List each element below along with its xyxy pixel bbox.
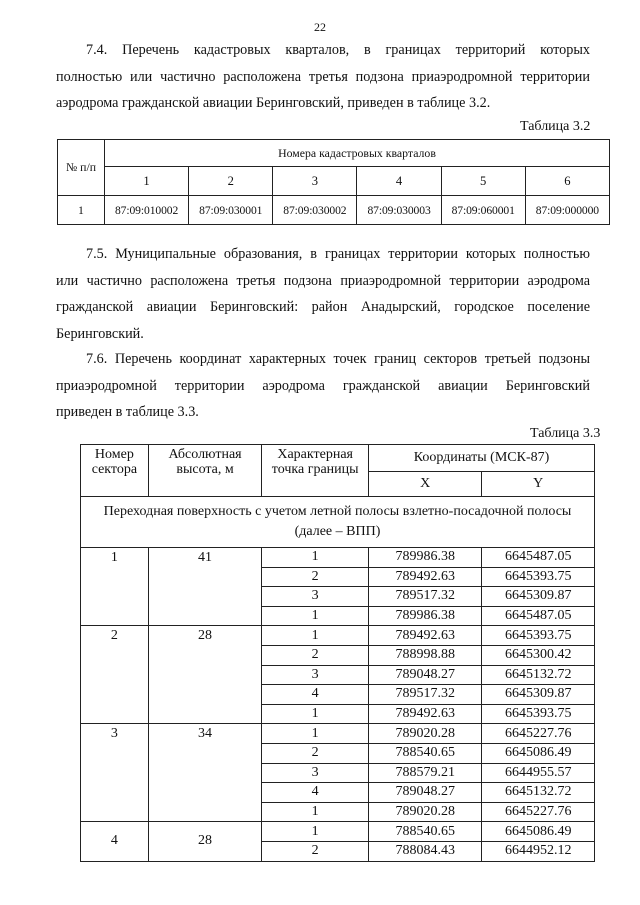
point-number: 2 bbox=[262, 743, 369, 763]
text-line: или частично расположена третья подзона приаэродромной территории аэродрома bbox=[56, 272, 590, 289]
sector-height: 41 bbox=[148, 548, 262, 626]
point-number: 4 bbox=[262, 685, 369, 705]
coord-y: 6644955.57 bbox=[482, 763, 595, 783]
column-header-y: Y bbox=[482, 472, 595, 497]
table-row bbox=[81, 724, 595, 744]
text-line: 7.6. Перечень координат характерных точек границ секторов третьей подзоны bbox=[86, 351, 590, 367]
table-row bbox=[81, 822, 595, 842]
column-header-sector: Номер сектора bbox=[81, 445, 149, 497]
coord-y: 6645309.87 bbox=[482, 685, 595, 705]
cadastral-table bbox=[57, 139, 610, 225]
point-number: 1 bbox=[262, 724, 369, 744]
coord-x: 788579.21 bbox=[369, 763, 482, 783]
coord-y: 6645393.75 bbox=[482, 567, 595, 587]
table-row bbox=[81, 626, 595, 646]
coord-y: 6645487.05 bbox=[482, 606, 595, 626]
coord-x: 788998.88 bbox=[369, 645, 482, 665]
sector-height: 28 bbox=[148, 822, 262, 861]
sector-height: 34 bbox=[148, 724, 262, 822]
coord-x: 789492.63 bbox=[369, 626, 482, 646]
coord-y: 6645227.76 bbox=[482, 802, 595, 822]
point-number: 1 bbox=[262, 606, 369, 626]
coordinates-table bbox=[80, 444, 595, 862]
cadastral-code: 87:09:060001 bbox=[441, 196, 525, 225]
column-number: 6 bbox=[525, 167, 609, 196]
paragraph-7-5 bbox=[56, 241, 590, 347]
coord-x: 789986.38 bbox=[369, 548, 482, 568]
sector-number: 4 bbox=[81, 822, 149, 861]
point-number: 2 bbox=[262, 841, 369, 861]
coord-x: 788540.65 bbox=[369, 822, 482, 842]
coord-y: 6645487.05 bbox=[482, 548, 595, 568]
text-line: полностью или частично расположена третья подзона приаэродромной территории bbox=[56, 68, 590, 85]
point-number: 1 bbox=[262, 548, 369, 568]
point-number: 1 bbox=[262, 704, 369, 724]
column-number: 5 bbox=[441, 167, 525, 196]
column-number: 3 bbox=[273, 167, 357, 196]
table-caption: Таблица 3.2 bbox=[520, 119, 591, 134]
point-number: 1 bbox=[262, 626, 369, 646]
sector-number: 3 bbox=[81, 724, 149, 822]
coord-y: 6644952.12 bbox=[482, 841, 595, 861]
coord-x: 789986.38 bbox=[369, 606, 482, 626]
point-number: 2 bbox=[262, 645, 369, 665]
coord-y: 6645086.49 bbox=[482, 822, 595, 842]
coord-y: 6645132.72 bbox=[482, 665, 595, 685]
column-header-point: Характерная точка границы bbox=[262, 445, 369, 497]
point-number: 1 bbox=[262, 802, 369, 822]
paragraph-7-6 bbox=[56, 346, 590, 426]
sector-number: 2 bbox=[81, 626, 149, 724]
coord-x: 789492.63 bbox=[369, 704, 482, 724]
coord-y: 6645300.42 bbox=[482, 645, 595, 665]
coord-y: 6645132.72 bbox=[482, 783, 595, 803]
text-line: приведен в таблице 3.3. bbox=[56, 404, 199, 420]
point-number: 4 bbox=[262, 783, 369, 803]
coord-x: 789048.27 bbox=[369, 783, 482, 803]
coord-x: 789020.28 bbox=[369, 724, 482, 744]
text-line: гражданской авиации Беринговский: район Анадырский, городское поселение bbox=[56, 299, 590, 315]
cadastral-code: 87:09:010002 bbox=[105, 196, 189, 225]
cadastral-code: 87:09:030001 bbox=[189, 196, 273, 225]
text-line: Беринговский. bbox=[56, 325, 144, 342]
point-number: 3 bbox=[262, 763, 369, 783]
point-number: 1 bbox=[262, 822, 369, 842]
sector-height: 28 bbox=[148, 626, 262, 724]
coord-y: 6645393.75 bbox=[482, 626, 595, 646]
column-header-group: Номера кадастровых кварталов bbox=[105, 140, 610, 167]
column-number: 2 bbox=[189, 167, 273, 196]
sector-number: 1 bbox=[81, 548, 149, 626]
coord-x: 789517.32 bbox=[369, 587, 482, 607]
coord-y: 6645086.49 bbox=[482, 743, 595, 763]
table-row bbox=[81, 548, 595, 568]
paragraph-7-4 bbox=[56, 37, 590, 117]
coord-x: 789492.63 bbox=[369, 567, 482, 587]
coord-y: 6645393.75 bbox=[482, 704, 595, 724]
column-header-x: X bbox=[369, 472, 482, 497]
column-number: 4 bbox=[357, 167, 441, 196]
coord-x: 789020.28 bbox=[369, 802, 482, 822]
table-row bbox=[58, 196, 610, 225]
point-number: 2 bbox=[262, 567, 369, 587]
text-line: 7.5. Муниципальные образования, в границах территории которых полностью bbox=[86, 246, 590, 262]
coord-x: 788540.65 bbox=[369, 743, 482, 763]
text-line: аэродрома гражданской авиации Беринговский, приведен в таблице 3.2. bbox=[56, 95, 491, 111]
cadastral-code: 87:09:030002 bbox=[273, 196, 357, 225]
column-number: 1 bbox=[105, 167, 189, 196]
point-number: 3 bbox=[262, 587, 369, 607]
text-line: 7.4. Перечень кадастровых кварталов, в границах территорий которых bbox=[86, 42, 590, 58]
coord-x: 788084.43 bbox=[369, 841, 482, 861]
point-number: 3 bbox=[262, 665, 369, 685]
cadastral-code: 87:09:030003 bbox=[357, 196, 441, 225]
column-header-coordinates: Координаты (МСК-87) bbox=[369, 445, 595, 472]
coord-x: 789048.27 bbox=[369, 665, 482, 685]
column-header-no: № п/п bbox=[58, 140, 105, 196]
row-number: 1 bbox=[58, 196, 105, 225]
column-header-height: Абсолютная высота, м bbox=[148, 445, 262, 497]
cadastral-code: 87:09:000000 bbox=[525, 196, 609, 225]
table-caption: Таблица 3.3 bbox=[530, 426, 601, 441]
coord-y: 6645227.76 bbox=[482, 724, 595, 744]
section-title: Переходная поверхность с учетом летной полосы взлетно-посадочной полосы (далее – ВПП) bbox=[81, 497, 595, 548]
text-line: приаэродромной территории аэродрома гражданской авиации Беринговский bbox=[56, 377, 590, 394]
coord-y: 6645309.87 bbox=[482, 587, 595, 607]
coord-x: 789517.32 bbox=[369, 685, 482, 705]
page-number: 22 bbox=[314, 20, 326, 34]
